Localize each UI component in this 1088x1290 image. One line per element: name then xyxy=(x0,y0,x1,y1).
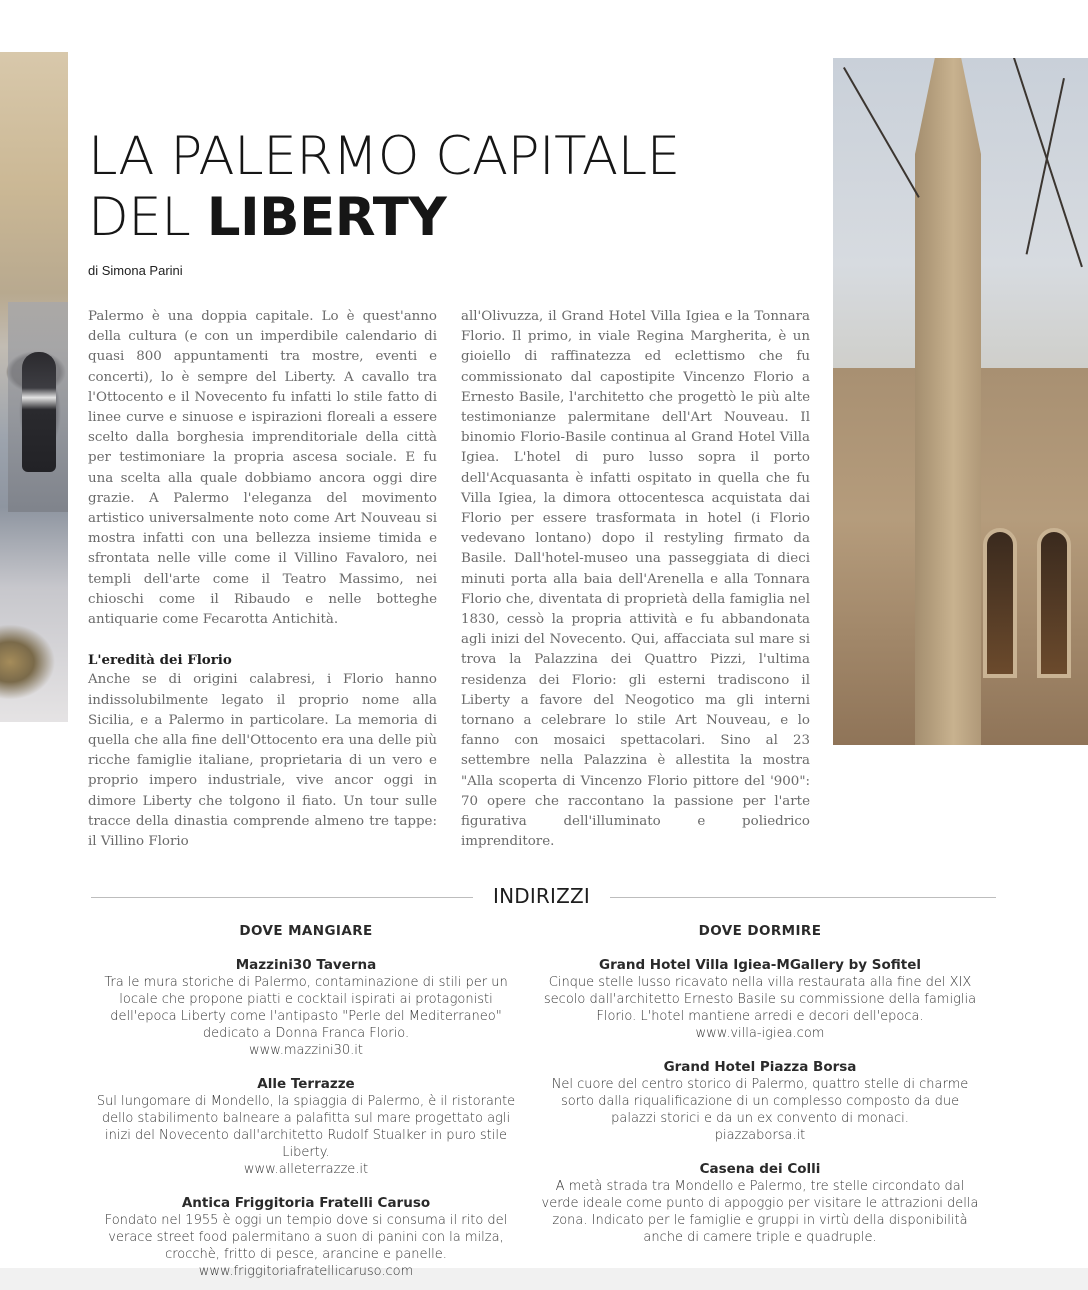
restaurant-name: Alle Terrazze xyxy=(257,1076,355,1092)
restaurant-entry xyxy=(88,1195,524,1280)
restaurant-entry xyxy=(88,957,524,1059)
tree-branch xyxy=(843,67,920,198)
villa-window xyxy=(1037,528,1071,678)
hotel-name: Grand Hotel Piazza Borsa xyxy=(663,1059,857,1075)
hotel-entry xyxy=(540,1161,980,1246)
hotel-entry xyxy=(540,957,980,1042)
restaurant-name: Mazzini30 Taverna xyxy=(235,957,377,973)
restaurant-description: Tra le mura storiche di Palermo, contaminazione di stili per un locale che propone piatti e cocktail ispirati ai protagonisti dell'epoca Liberty come l'antipasto "Perle del Mediterraneo" dedicato a Donna Franca Florio. xyxy=(104,975,508,1041)
hotel-url[interactable]: www.villa-igiea.com xyxy=(695,1026,825,1041)
article-column-left xyxy=(88,307,437,852)
tree-branch xyxy=(1013,58,1083,267)
article-paragraph: Palermo è una doppia capitale. Lo è quest'anno della cultura (e con un imperdibile calendario di quasi 800 appuntamenti tra mostre, eventi e concerti), lo è sempre del Liberty. A cavallo tra l'Ottocento e il Novecento fu infatti lo stile fatto di linee curve e sinuose e ispirazioni floreali a essere scelto dalla borghesia imprenditoriale della città per testimoniare la propria ascesa sociale. E fu una scelta alla quale dobbiamo ancora oggi dire grazie. A Palermo l'eleganza del movimento artistico universalmente noto come Art Nouveau si mostra infatti con una bellezza insieme timida e sfrontata nelle ville come il Villino Favaloro, nei templi dell'arte come il Teatro Massimo, nei chioschi come il Ribaudo e nelle botteghe antiquarie come Fecarotta Antichità. xyxy=(88,309,437,628)
title-line-2-light: DEL xyxy=(88,187,207,248)
restaurant-url[interactable]: www.friggitoriafratellicaruso.com xyxy=(198,1264,414,1279)
hotel-entry xyxy=(540,1059,980,1144)
title-line-1: LA PALERMO CAPITALE xyxy=(88,126,680,187)
divider-rule-right xyxy=(610,897,996,898)
hotel-url[interactable]: piazzaborsa.it xyxy=(714,1128,806,1143)
hotel-description: Cinque stelle lusso ricavato nella villa restaurata alla fine del XIX secolo dall'architetto Ernesto Basile su commissione della famiglia Florio. L'hotel mantiene arredi e decori dell'epoca. xyxy=(543,975,977,1024)
title-line-2-bold: LIBERTY xyxy=(206,187,447,248)
article-title xyxy=(88,126,680,248)
tree-branch xyxy=(1026,78,1065,254)
hotel-name: Grand Hotel Villa Igiea-MGallery by Sofitel xyxy=(598,957,922,973)
article-column-right xyxy=(461,307,810,852)
restaurant-url[interactable]: www.mazzini30.it xyxy=(249,1043,363,1058)
byline: di Simona Parini xyxy=(88,263,183,278)
dove-dormire-column xyxy=(540,923,980,1263)
addresses-title: INDIRIZZI xyxy=(492,884,591,908)
dove-mangiare-heading: DOVE MANGIARE xyxy=(239,923,373,939)
hotel-name: Casena dei Colli xyxy=(699,1161,821,1177)
hotel-description: A metà strada tra Mondello e Palermo, tre stelle circondato dal verde ideale come punto di appoggio per visitare le attrazioni della zona. Indicato per le famiglie e gruppi in virtù della disponibilità anche di camere triple e quadruple. xyxy=(541,1179,979,1245)
vintage-photo-left xyxy=(0,52,68,722)
divider-rule-left xyxy=(91,897,473,898)
restaurant-description: Fondato nel 1955 è oggi un tempio dove si consuma il rito del verace street food palermitano a suon di panini con la milza, crocchè, fritto di pesce, arancine e panelle. xyxy=(104,1213,508,1262)
restaurant-name: Antica Friggitoria Fratelli Caruso xyxy=(181,1195,431,1211)
restaurant-description: Sul lungomare di Mondello, la spiaggia di Palermo, è il ristorante dello stabilimento balneare a palafitta sul mare progettato agli inizi del Novecento dall'architetto Rudolf Stualker in puro stile Liberty. xyxy=(96,1094,516,1160)
article-subhead: L'eredità dei Florio xyxy=(88,652,232,669)
dove-mangiare-column xyxy=(88,923,524,1290)
dove-dormire-heading: DOVE DORMIRE xyxy=(698,923,822,939)
article-paragraph: Anche se di origini calabresi, i Florio hanno indissolubilmente legato il proprio nome alla Sicilia, e a Palermo in particolare. La memoria di quella che alla fine dell'Ottocento era una delle più ricche famiglie italiane, proprietaria di un vero e proprio impero industriale, vive ancor oggi in dimore Liberty che tolgono il fiato. Un tour sulle tracce della dinastia comprende almeno tre tappe: il Villino Florio xyxy=(88,672,437,850)
villa-window xyxy=(983,528,1017,678)
article-paragraph: all'Olivuzza, il Grand Hotel Villa Igiea e la Tonnara Florio. Il primo, in viale Regina Margherita, è un gioiello di raffinatezza ed eclettismo che fu commissionato dal capostipite Vincenzo Florio a Ernesto Basile, l'architetto che progettò le più alte testimonianze palermitane dell'Art Nouveau. Il binomio Florio-Basile continua al Grand Hotel Villa Igiea. L'hotel di puro lusso sopra il porto dell'Acquasanta è infatti ospitato in quella che fu Villa Igiea, la dimora ottocentesca acquistata dai Florio per essere trasformata in hotel (i Florio vedevano lontano) dopo il restyling firmato da Basile. Dall'hotel-museo una passeggiata di dieci minuti porta alla baia dell'Arenella e alla Tonnara Florio che, diventata di proprietà della famiglia nel 1830, cessò la propria attività e fu abbandonata agli inizi del Novecento. Qui, affacciata sul mare si trova la Palazzina dei Quattro Pizzi, l'ultima residenza dei Florio: gli esterni tradiscono il Liberty a favore del Neogotico ma gli interni tornano a celebrare lo stile Art Nouveau, e lo fanno con mosaici spettacolari. Sino al 23 settembre nella Palazzina è allestita la mostra "Alla scoperta di Vincenzo Florio pittore del '900": 70 opere che raccontano la passione per l'arte figurativa dell'illuminato e poliedrico imprenditore. xyxy=(461,309,810,850)
restaurant-url[interactable]: www.alleterrazze.it xyxy=(243,1162,369,1177)
hotel-description: Nel cuore del centro storico di Palermo, quattro stelle di charme sorto dalla riqualificazione di un complesso composto da due palazzi storici e da un ex convento di monaci. xyxy=(551,1077,969,1126)
restaurant-entry xyxy=(88,1076,524,1178)
villa-photo-right xyxy=(833,58,1088,745)
